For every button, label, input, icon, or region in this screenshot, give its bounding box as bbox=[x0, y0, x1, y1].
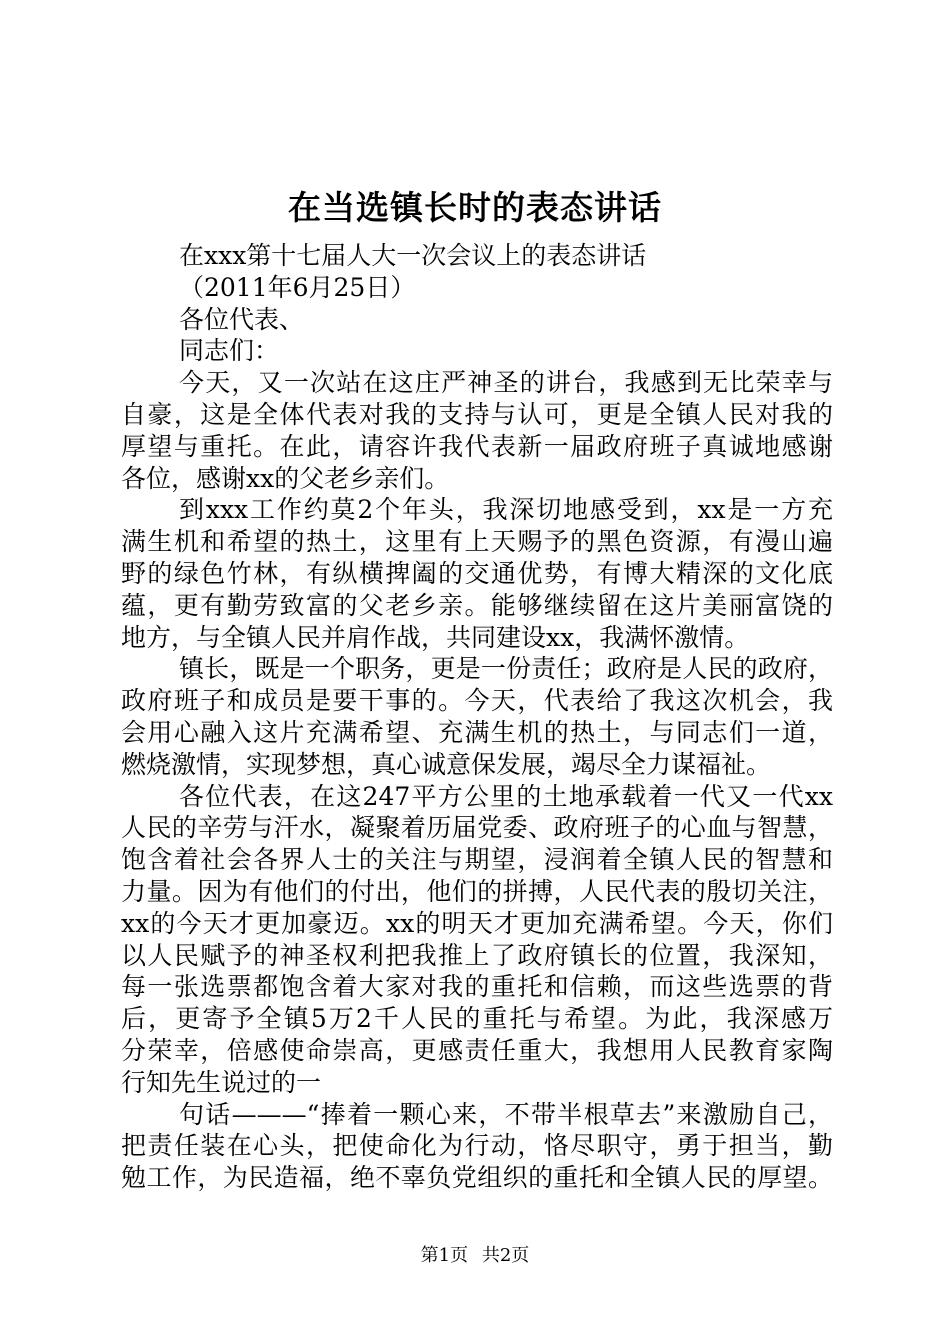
text-line: 地方，与全镇人民并肩作战，共同建设xx，我满怀激情。 bbox=[121, 622, 750, 652]
total-pages-label: 共2页 bbox=[481, 1245, 530, 1266]
text-line: 燃烧激情，实现梦想，真心诚意保发展，竭尽全力谋福祉。 bbox=[121, 749, 772, 779]
text-line: 力量。因为有他们的付出，他们的拼搏，人民代表的殷切关注， bbox=[121, 876, 833, 906]
text-line: 各位，感谢xx的父老乡亲们。 bbox=[121, 463, 450, 493]
text-line: 政府班子和成员是要干事的。今天，代表给了我这次机会，我 bbox=[121, 686, 833, 716]
text-line: xx的今天才更加豪迈。xx的明天才更加充满希望。今天，你们 bbox=[121, 908, 833, 938]
document-body bbox=[121, 240, 833, 1194]
text-line: 各位代表，在这247平方公里的土地承载着一代又一代xx bbox=[179, 781, 833, 811]
text-line: 自豪，这是全体代表对我的支持与认可，更是全镇人民对我的 bbox=[121, 399, 833, 429]
text-line: 饱含着社会各界人士的关注与期望，浸润着全镇人民的智慧和 bbox=[121, 845, 833, 875]
text-line: 在xxx第十七届人大一次会议上的表态讲话 bbox=[179, 241, 647, 270]
text-line: 以人民赋予的神圣权利把我推上了政府镇长的位置，我深知， bbox=[121, 940, 833, 970]
text-line: 行知先生说过的一 bbox=[121, 1067, 322, 1097]
document-title: 在当选镇长时的表态讲话 bbox=[288, 188, 662, 227]
text-line: 后，更寄予全镇5万2千人民的重托与希望。为此，我深感万 bbox=[121, 1004, 833, 1034]
text-line: 镇长，既是一个职务，更是一份责任；政府是人民的政府， bbox=[179, 654, 833, 684]
text-line: 句话———“捧着一颗心来，不带半根草去”来激励自己， bbox=[179, 1099, 833, 1129]
text-line: 勉工作，为民造福，绝不辜负党组织的重托和全镇人民的厚望。 bbox=[121, 1163, 833, 1193]
text-line: 满生机和希望的热土，这里有上天赐予的黑色资源，有漫山遍 bbox=[121, 527, 833, 557]
text-line: 分荣幸，倍感使命崇高，更感责任重大，我想用人民教育家陶 bbox=[121, 1035, 833, 1065]
text-line: 今天，又一次站在这庄严神圣的讲台，我感到无比荣幸与 bbox=[179, 368, 833, 398]
text-line: 同志们： bbox=[179, 336, 280, 366]
text-line: 蕴，更有勤劳致富的父老乡亲。能够继续留在这片美丽富饶的 bbox=[121, 590, 833, 620]
text-line: 到xxx工作约莫2个年头，我深切地感受到，xx是一方充 bbox=[179, 495, 833, 525]
text-line: 会用心融入这片充满希望、充满生机的热土，与同志们一道， bbox=[121, 717, 833, 747]
text-line: 人民的辛劳与汗水，凝聚着历届党委、政府班子的心血与智慧， bbox=[121, 813, 833, 843]
text-line: 野的绿色竹林，有纵横捭阖的交通优势，有博大精深的文化底 bbox=[121, 558, 833, 588]
page-footer bbox=[0, 1244, 950, 1268]
current-page-label: 第1页 bbox=[420, 1245, 469, 1266]
text-line: 把责任装在心头，把使命化为行动，恪尽职守，勇于担当，勤 bbox=[121, 1131, 833, 1161]
text-line: 每一张选票都饱含着大家对我的重托和信赖，而这些选票的背 bbox=[121, 972, 833, 1002]
text-line: 各位代表、 bbox=[179, 304, 305, 334]
text-line: 厚望与重托。在此，请容许我代表新一届政府班子真诚地感谢 bbox=[121, 431, 833, 461]
text-line: （2011年6月25日） bbox=[179, 272, 416, 302]
